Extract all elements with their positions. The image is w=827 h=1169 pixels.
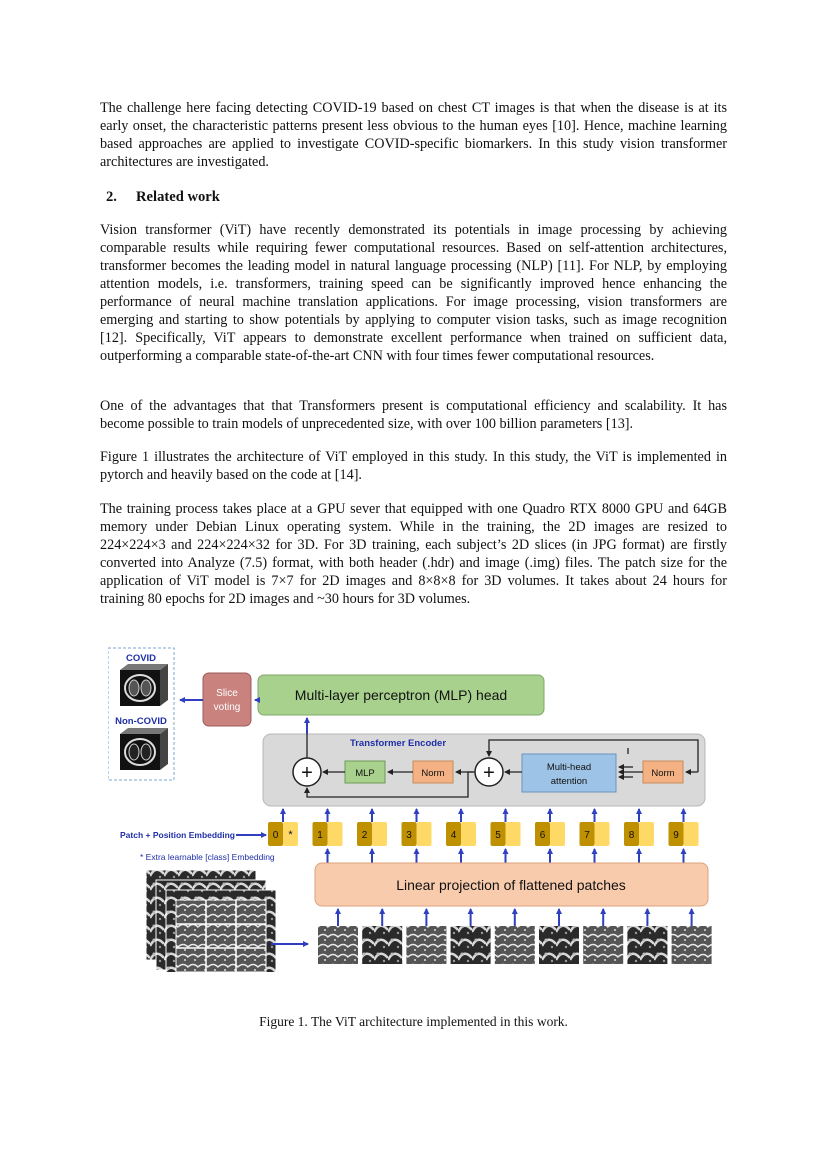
token-index-label: 3 [406, 830, 412, 841]
token-1 [313, 809, 343, 863]
residual-add-1-symbol: + [483, 762, 495, 784]
patch-position-embedding-label: Patch + Position Embedding [120, 830, 235, 840]
token-index-label: 1 [317, 830, 323, 841]
patch-embedding-cell [639, 822, 654, 846]
token-index-label: 8 [628, 830, 635, 841]
section-number: 2. [106, 189, 117, 205]
ct-slice-stack [146, 870, 276, 972]
mlp-head-label: Multi-layer perceptron (MLP) head [294, 687, 508, 703]
section-title: Related work [136, 189, 220, 205]
flattened-patch-row [318, 909, 712, 964]
patch-image [451, 926, 491, 964]
slice-voting-box [203, 673, 251, 726]
class-token-marker: * [288, 829, 293, 841]
mlp-block-label: MLP [355, 768, 375, 779]
covid-ct-thumbnail [120, 664, 168, 706]
token-3 [402, 809, 432, 863]
patch-embedding-cell [417, 822, 432, 846]
token-0 [268, 809, 298, 846]
flattened-patch [318, 909, 358, 964]
token-4 [446, 809, 476, 863]
mha-label-line2: attention [550, 776, 588, 787]
norm-block-1-label: Norm [421, 768, 445, 779]
vit-architecture-figure [108, 642, 712, 972]
patch-embedding-cell [550, 822, 565, 846]
patch-image [583, 926, 623, 964]
token-index-label: 6 [539, 830, 546, 841]
figure-caption: Figure 1. The ViT architecture implemented in this work. [259, 1014, 568, 1029]
flattened-patch [495, 909, 535, 964]
token-7 [580, 809, 610, 863]
patch-image [406, 926, 446, 964]
mha-label-line1: Multi-head [546, 762, 592, 773]
flattened-patch [539, 909, 579, 964]
section-heading [100, 189, 220, 206]
token-6 [535, 809, 565, 863]
patch-embedding-cell [461, 822, 476, 846]
class-embedding-note: * Extra learnable [class] Embedding [140, 852, 275, 862]
token-9 [669, 809, 699, 863]
token-index-label: 2 [361, 830, 368, 841]
noncovid-ct-thumbnail [120, 728, 168, 770]
noncovid-label: Non-COVID [115, 716, 167, 727]
patch-token-row [268, 809, 699, 863]
token-index-label: 0 [272, 830, 279, 841]
patch-image [362, 926, 402, 964]
covid-label: COVID [125, 653, 157, 664]
patch-image [627, 926, 667, 964]
token-8 [624, 809, 654, 863]
residual-add-2-symbol: + [301, 762, 313, 784]
patch-embedding-cell [328, 822, 343, 846]
patch-embedding-cell [506, 822, 521, 846]
norm-block-2-label: Norm [651, 768, 675, 779]
paragraph-training: The training process takes place at a GPU sever that equipped with one Quadro RTX 8000 GPU and 64GB memory under Debian Linux operating system. While in the training, the 2D images are resized to 224×224×3 and 224×224×32 for 3D. For 3D training, each subject’s 2D slices (in JPG format) are firstly converted into Analyze (7.5) format, with both header (.hdr) and image (.img) files. The patch size for the application of ViT model is 7×7 for 2D images and 8×8×8 for 3D volumes. It takes about 24 hours for training 80 epochs for 2D images and ~30 hours for 3D volumes. [100, 501, 727, 607]
paragraph-figure-intro: Figure 1 illustrates the architecture of ViT employed in this study. In this study, the ViT is implemented in pytorch and heavily based on the code at [14]. [100, 449, 727, 483]
patch-embedding-cell [684, 822, 699, 846]
slice-voting-line1: Slice [216, 688, 238, 699]
patch-embedding-cell [372, 822, 387, 846]
patch-embedding-cell [595, 822, 610, 846]
figure-canvas [108, 642, 712, 972]
token-index-label: 5 [495, 830, 501, 841]
flattened-patch [362, 909, 402, 964]
flattened-patch [451, 909, 491, 964]
linear-projection-label: Linear projection of flattened patches [396, 877, 626, 893]
patch-image [495, 926, 535, 964]
patch-image [672, 926, 712, 964]
token-index-label: 9 [673, 830, 679, 841]
patch-image [539, 926, 579, 964]
patch-image [318, 926, 358, 964]
token-index-label: 7 [584, 830, 590, 841]
flattened-patch [406, 909, 446, 964]
paragraph-related-work: Vision transformer (ViT) have recently demonstrated its potentials in image processing by achieving comparable results while requiring fewer computational resources. Based on self-attention architectures, transformer becomes the leading model in natural language processing (NLP) [11]. For NLP, by employing attention models, i.e. transformers, training speed can be significantly improved hence enhancing the performance of neural machine translation applications. For image processing, vision transformers are emerging and starting to show potentials by applying to computer vision tasks, such as image recognition [12]. Specifically, ViT appears to demonstrate excellent performance when trained on sufficient data, outperforming a comparable state-of-the-art CNN with four times fewer computational resources. [100, 222, 727, 364]
token-5 [491, 809, 521, 863]
flattened-patch [627, 909, 667, 964]
encoder-title: Transformer Encoder [349, 738, 447, 749]
token-index-label: 4 [450, 830, 457, 841]
slice-voting-line2: voting [213, 702, 241, 713]
flattened-patch [672, 909, 712, 964]
token-2 [357, 809, 387, 863]
flattened-patch [583, 909, 623, 964]
paragraph-intro: The challenge here facing detecting COVID-19 based on chest CT images is that when the disease is at its early onset, the characteristic patterns present less obvious to the human eyes [10]. Hence, machine learning based approaches are applied to investigate COVID-specific biomarkers. In this study vision transformer architectures are investigated. [100, 100, 727, 170]
paragraph-advantages: One of the advantages that that Transformers present is computational efficiency and scalability. It has become possible to train models of unprecedented size, with over 100 billion parameters [13]. [100, 398, 727, 432]
